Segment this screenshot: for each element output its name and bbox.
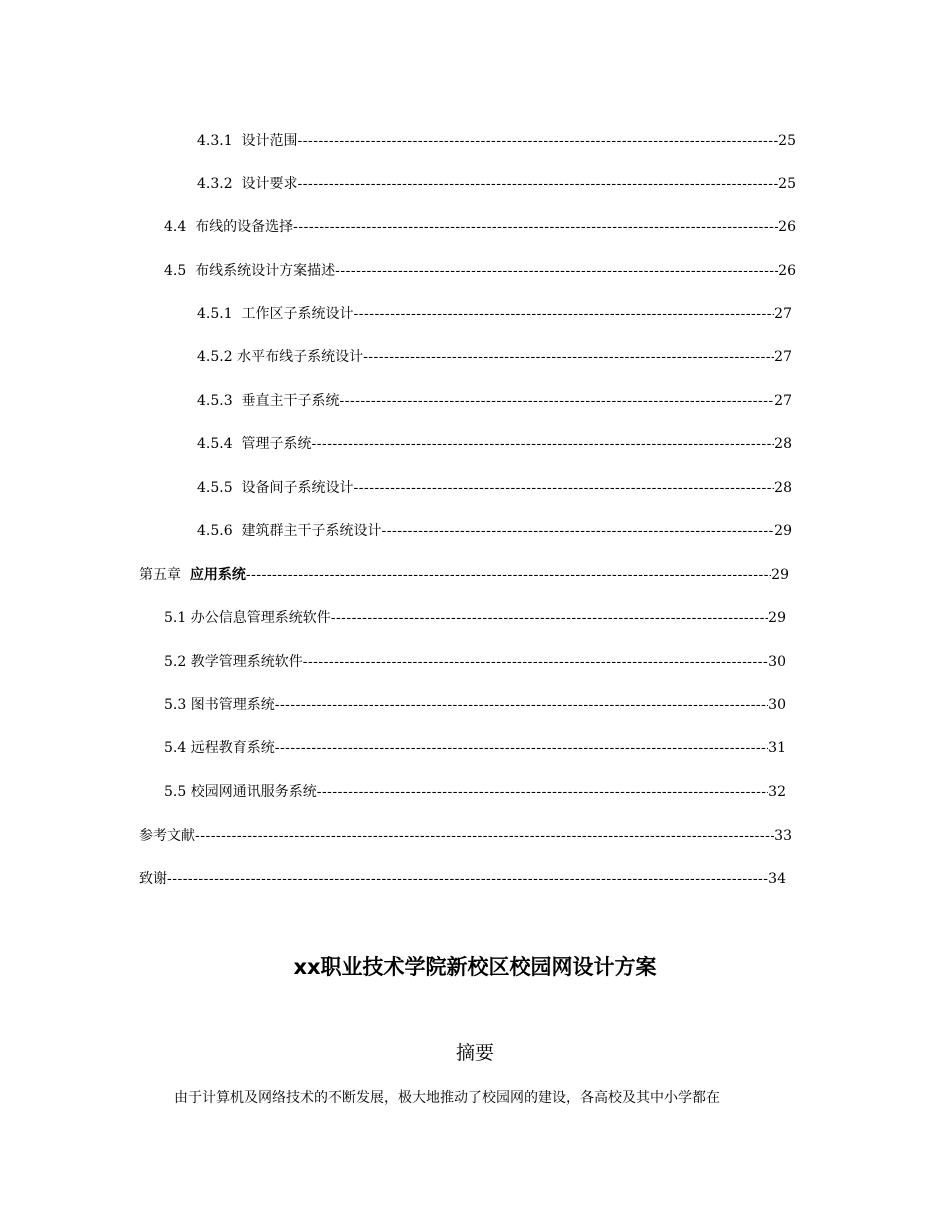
toc-dot-leader — [293, 217, 778, 237]
toc-entry[interactable] — [197, 521, 792, 541]
toc-page-number: 33 — [774, 828, 792, 844]
toc-entry-number: 5.1 — [164, 610, 187, 626]
toc-entry[interactable] — [197, 304, 792, 324]
toc-page-number: 27 — [774, 349, 792, 365]
toc-page-number: 29 — [771, 567, 789, 583]
toc-dot-leader — [335, 261, 778, 281]
toc-dot-leader — [312, 434, 775, 454]
toc-entry-number: 5.3 — [164, 697, 187, 713]
toc-entry[interactable] — [197, 434, 792, 454]
toc-entry-number: 4.5 — [164, 263, 187, 279]
toc-entry-number: 4.5.1 — [197, 306, 233, 322]
toc-entry-number: 5.5 — [164, 784, 187, 800]
toc-entry-title: 致谢 — [139, 871, 167, 887]
toc-page-number: 26 — [778, 263, 796, 279]
toc-page-number: 30 — [768, 654, 786, 670]
toc-entry-title: 参考文献 — [139, 828, 195, 844]
toc-entry-number: 4.3.2 — [197, 176, 233, 192]
toc-entry-number: 4.5.4 — [197, 436, 233, 452]
toc-dot-leader — [298, 131, 779, 151]
toc-entry-title: 设备间子系统设计 — [241, 480, 354, 496]
abstract-paragraph: 由于计算机及网络技术的不断发展，极大地推动了校园网的建设，各高校及其中小学都在 — [174, 1090, 720, 1106]
toc-entry-chapter[interactable] — [139, 565, 789, 585]
toc-entry[interactable] — [197, 478, 792, 498]
toc-dot-leader — [331, 608, 768, 628]
toc-page-number: 28 — [774, 436, 792, 452]
toc-page-number: 25 — [778, 176, 796, 192]
toc-page-number: 31 — [768, 740, 786, 756]
toc-dot-leader — [195, 826, 774, 846]
toc-dot-leader — [303, 652, 768, 672]
toc-entry[interactable] — [164, 261, 796, 281]
toc-entry[interactable] — [197, 347, 792, 367]
toc-dot-leader — [354, 304, 775, 324]
toc-entry-title: 管理子系统 — [241, 436, 312, 452]
toc-entry-title: 布线系统设计方案描述 — [195, 263, 336, 279]
toc-page-number: 32 — [768, 784, 786, 800]
toc-entry[interactable] — [164, 608, 786, 628]
toc-dot-leader — [340, 391, 775, 411]
toc-entry-number: 4.4 — [164, 219, 187, 235]
toc-entry-title: 水平布线子系统设计 — [237, 349, 364, 365]
toc-page-number: 29 — [774, 523, 792, 539]
toc-page-number: 28 — [774, 480, 792, 496]
toc-entry[interactable] — [164, 217, 796, 237]
toc-entry-title: 垂直主干子系统 — [241, 393, 340, 409]
toc-page-number: 29 — [768, 610, 786, 626]
toc-page-number: 26 — [778, 219, 796, 235]
toc-entry-title: 设计范围 — [241, 133, 298, 149]
toc-entry-number: 4.3.1 — [197, 133, 233, 149]
toc-entry[interactable] — [139, 826, 792, 846]
toc-entry[interactable] — [164, 695, 786, 715]
toc-page-number: 27 — [774, 306, 792, 322]
toc-page-number: 25 — [778, 133, 796, 149]
toc-entry[interactable] — [197, 174, 796, 194]
toc-entry-number: 4.5.5 — [197, 480, 233, 496]
toc-entry-title: 工作区子系统设计 — [241, 306, 354, 322]
toc-entry-title: 办公信息管理系统软件 — [190, 610, 331, 626]
toc-entry-title: 教学管理系统软件 — [190, 654, 303, 670]
toc-dot-leader — [363, 347, 774, 367]
abstract-heading: 摘要 — [455, 1042, 494, 1064]
toc-entry[interactable] — [197, 131, 796, 151]
toc-entry-title: 远程教育系统 — [190, 740, 275, 756]
toc-entry-title: 图书管理系统 — [190, 697, 275, 713]
toc-entry[interactable] — [164, 652, 786, 672]
toc-dot-leader — [275, 738, 768, 758]
toc-dot-leader — [354, 478, 775, 498]
toc-entry-number: 第五章 — [139, 567, 181, 583]
toc-entry[interactable] — [197, 391, 792, 411]
toc-dot-leader — [275, 695, 768, 715]
toc-entry-number: 5.2 — [164, 654, 187, 670]
toc-entry-title: 校园网通讯服务系统 — [190, 784, 317, 800]
document-title: xx职业技术学院新校区校园网设计方案 — [293, 955, 657, 979]
toc-entry-number: 4.5.3 — [197, 393, 233, 409]
toc-page-number: 30 — [768, 697, 786, 713]
toc-entry[interactable] — [164, 738, 786, 758]
toc-entry-number: 5.4 — [164, 740, 187, 756]
toc-dot-leader — [298, 174, 779, 194]
toc-entry-title: 应用系统 — [189, 567, 246, 583]
toc-page-number: 27 — [774, 393, 792, 409]
toc-dot-leader — [246, 565, 771, 585]
toc-dot-leader — [167, 869, 768, 889]
toc-page-number: 34 — [768, 871, 786, 887]
toc-entry-title: 设计要求 — [241, 176, 298, 192]
toc-entry[interactable] — [164, 782, 786, 802]
toc-entry-title: 建筑群主干子系统设计 — [241, 523, 382, 539]
toc-entry-title: 布线的设备选择 — [195, 219, 294, 235]
toc-dot-leader — [317, 782, 768, 802]
toc-dot-leader — [382, 521, 775, 541]
toc-entry[interactable] — [139, 869, 786, 889]
toc-entry-number: 4.5.6 — [197, 523, 233, 539]
toc-entry-number: 4.5.2 — [197, 349, 233, 365]
